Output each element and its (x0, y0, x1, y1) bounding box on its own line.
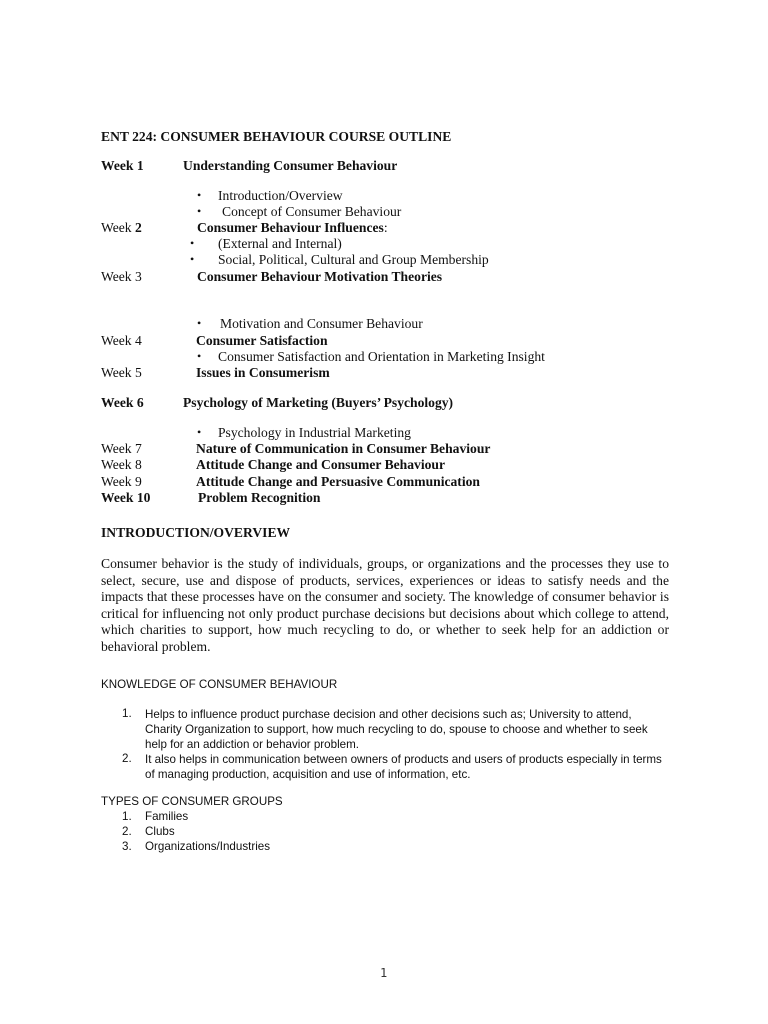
knowledge-item-2-number: 2. (122, 752, 132, 765)
bullet-icon: • (197, 349, 202, 363)
week-2-bullet-1: (External and Internal) (218, 236, 342, 251)
week-1-title: Understanding Consumer Behaviour (183, 158, 398, 173)
week-3-title: Consumer Behaviour Motivation Theories (197, 269, 443, 284)
groups-item-3-number: 3. (122, 840, 132, 853)
week-3-bullet-1: Motivation and Consumer Behaviour (220, 316, 423, 331)
groups-heading: TYPES OF CONSUMER GROUPS (101, 795, 283, 808)
week-6-label: Week 6 (101, 395, 144, 410)
groups-item-2-number: 2. (122, 825, 132, 838)
bullet-icon: • (197, 204, 202, 218)
week-4-label: Week 4 (101, 333, 142, 348)
week-8-title: Attitude Change and Consumer Behaviour (196, 457, 445, 472)
groups-item-1: Families (145, 810, 189, 823)
week-9-label: Week 9 (101, 474, 142, 489)
bullet-icon: • (190, 236, 195, 250)
groups-item-3: Organizations/Industries (145, 840, 271, 853)
knowledge-item-1-number: 1. (122, 707, 132, 720)
week-2-label (101, 220, 142, 236)
week-1-bullet-2: Concept of Consumer Behaviour (222, 204, 402, 219)
bullet-icon: • (190, 252, 195, 266)
week-2-bullet-2: Social, Political, Cultural and Group Membership (218, 252, 489, 267)
week-4-bullet-1: Consumer Satisfaction and Orientation in Marketing Insight (218, 349, 545, 364)
week-5-title: Issues in Consumerism (196, 365, 330, 380)
week-8-label: Week 8 (101, 457, 142, 472)
week-7-title: Nature of Communication in Consumer Behaviour (196, 441, 491, 456)
week-6-bullet-1: Psychology in Industrial Marketing (218, 425, 411, 440)
intro-paragraph: Consumer behavior is the study of individuals, groups, or organizations and the processes they use to select, secure, use and dispose of products, services, experiences or ideas to satisfy needs and the impacts that these processes have on the consumer and society. The knowledge of consumer behavior is critical for influencing not only product purchase decisions but decisions about which college to attend, which charities to support, how much recycling to do, or whether to seek help for an addiction or behavioral problem. (101, 556, 669, 654)
knowledge-item-2: It also helps in communication between owners of products and users of products especially in terms of managing production, acquisition and use of information, etc. (145, 753, 662, 781)
groups-item-2: Clubs (145, 825, 175, 838)
week-10-title: Problem Recognition (198, 490, 321, 505)
bullet-icon: • (197, 188, 202, 202)
week-5-label: Week 5 (101, 365, 142, 380)
week-2-title-text: Consumer Behaviour Influences (197, 220, 384, 235)
week-1-label: Week 1 (101, 158, 144, 173)
knowledge-item-1: Helps to influence product purchase decision and other decisions such as; University to attend, Charity Organization to support, how much recycling to do, spouse to choose and whether to seek help for an addiction or behavior problem. (145, 708, 648, 751)
week-2-title-colon: : (383, 220, 388, 235)
intro-heading: INTRODUCTION/OVERVIEW (101, 525, 291, 540)
page-title: ENT 224: CONSUMER BEHAVIOUR COURSE OUTLINE (101, 129, 452, 144)
bullet-icon: • (197, 316, 202, 330)
week-2-label-number: 2 (135, 220, 142, 235)
week-9-title: Attitude Change and Persuasive Communication (196, 474, 480, 489)
week-4-title: Consumer Satisfaction (196, 333, 328, 348)
week-3-label: Week 3 (101, 269, 142, 284)
groups-item-1-number: 1. (122, 810, 132, 823)
week-7-label: Week 7 (101, 441, 142, 456)
page-number: 1 (380, 966, 388, 980)
week-2-title (197, 220, 388, 236)
week-2-label-word: Week (101, 220, 136, 235)
week-1-bullet-1: Introduction/Overview (218, 188, 343, 203)
week-10-label: Week 10 (101, 490, 151, 505)
week-6-title: Psychology of Marketing (Buyers’ Psychology) (183, 395, 454, 410)
knowledge-heading: KNOWLEDGE OF CONSUMER BEHAVIOUR (101, 678, 338, 691)
bullet-icon: • (197, 425, 202, 439)
